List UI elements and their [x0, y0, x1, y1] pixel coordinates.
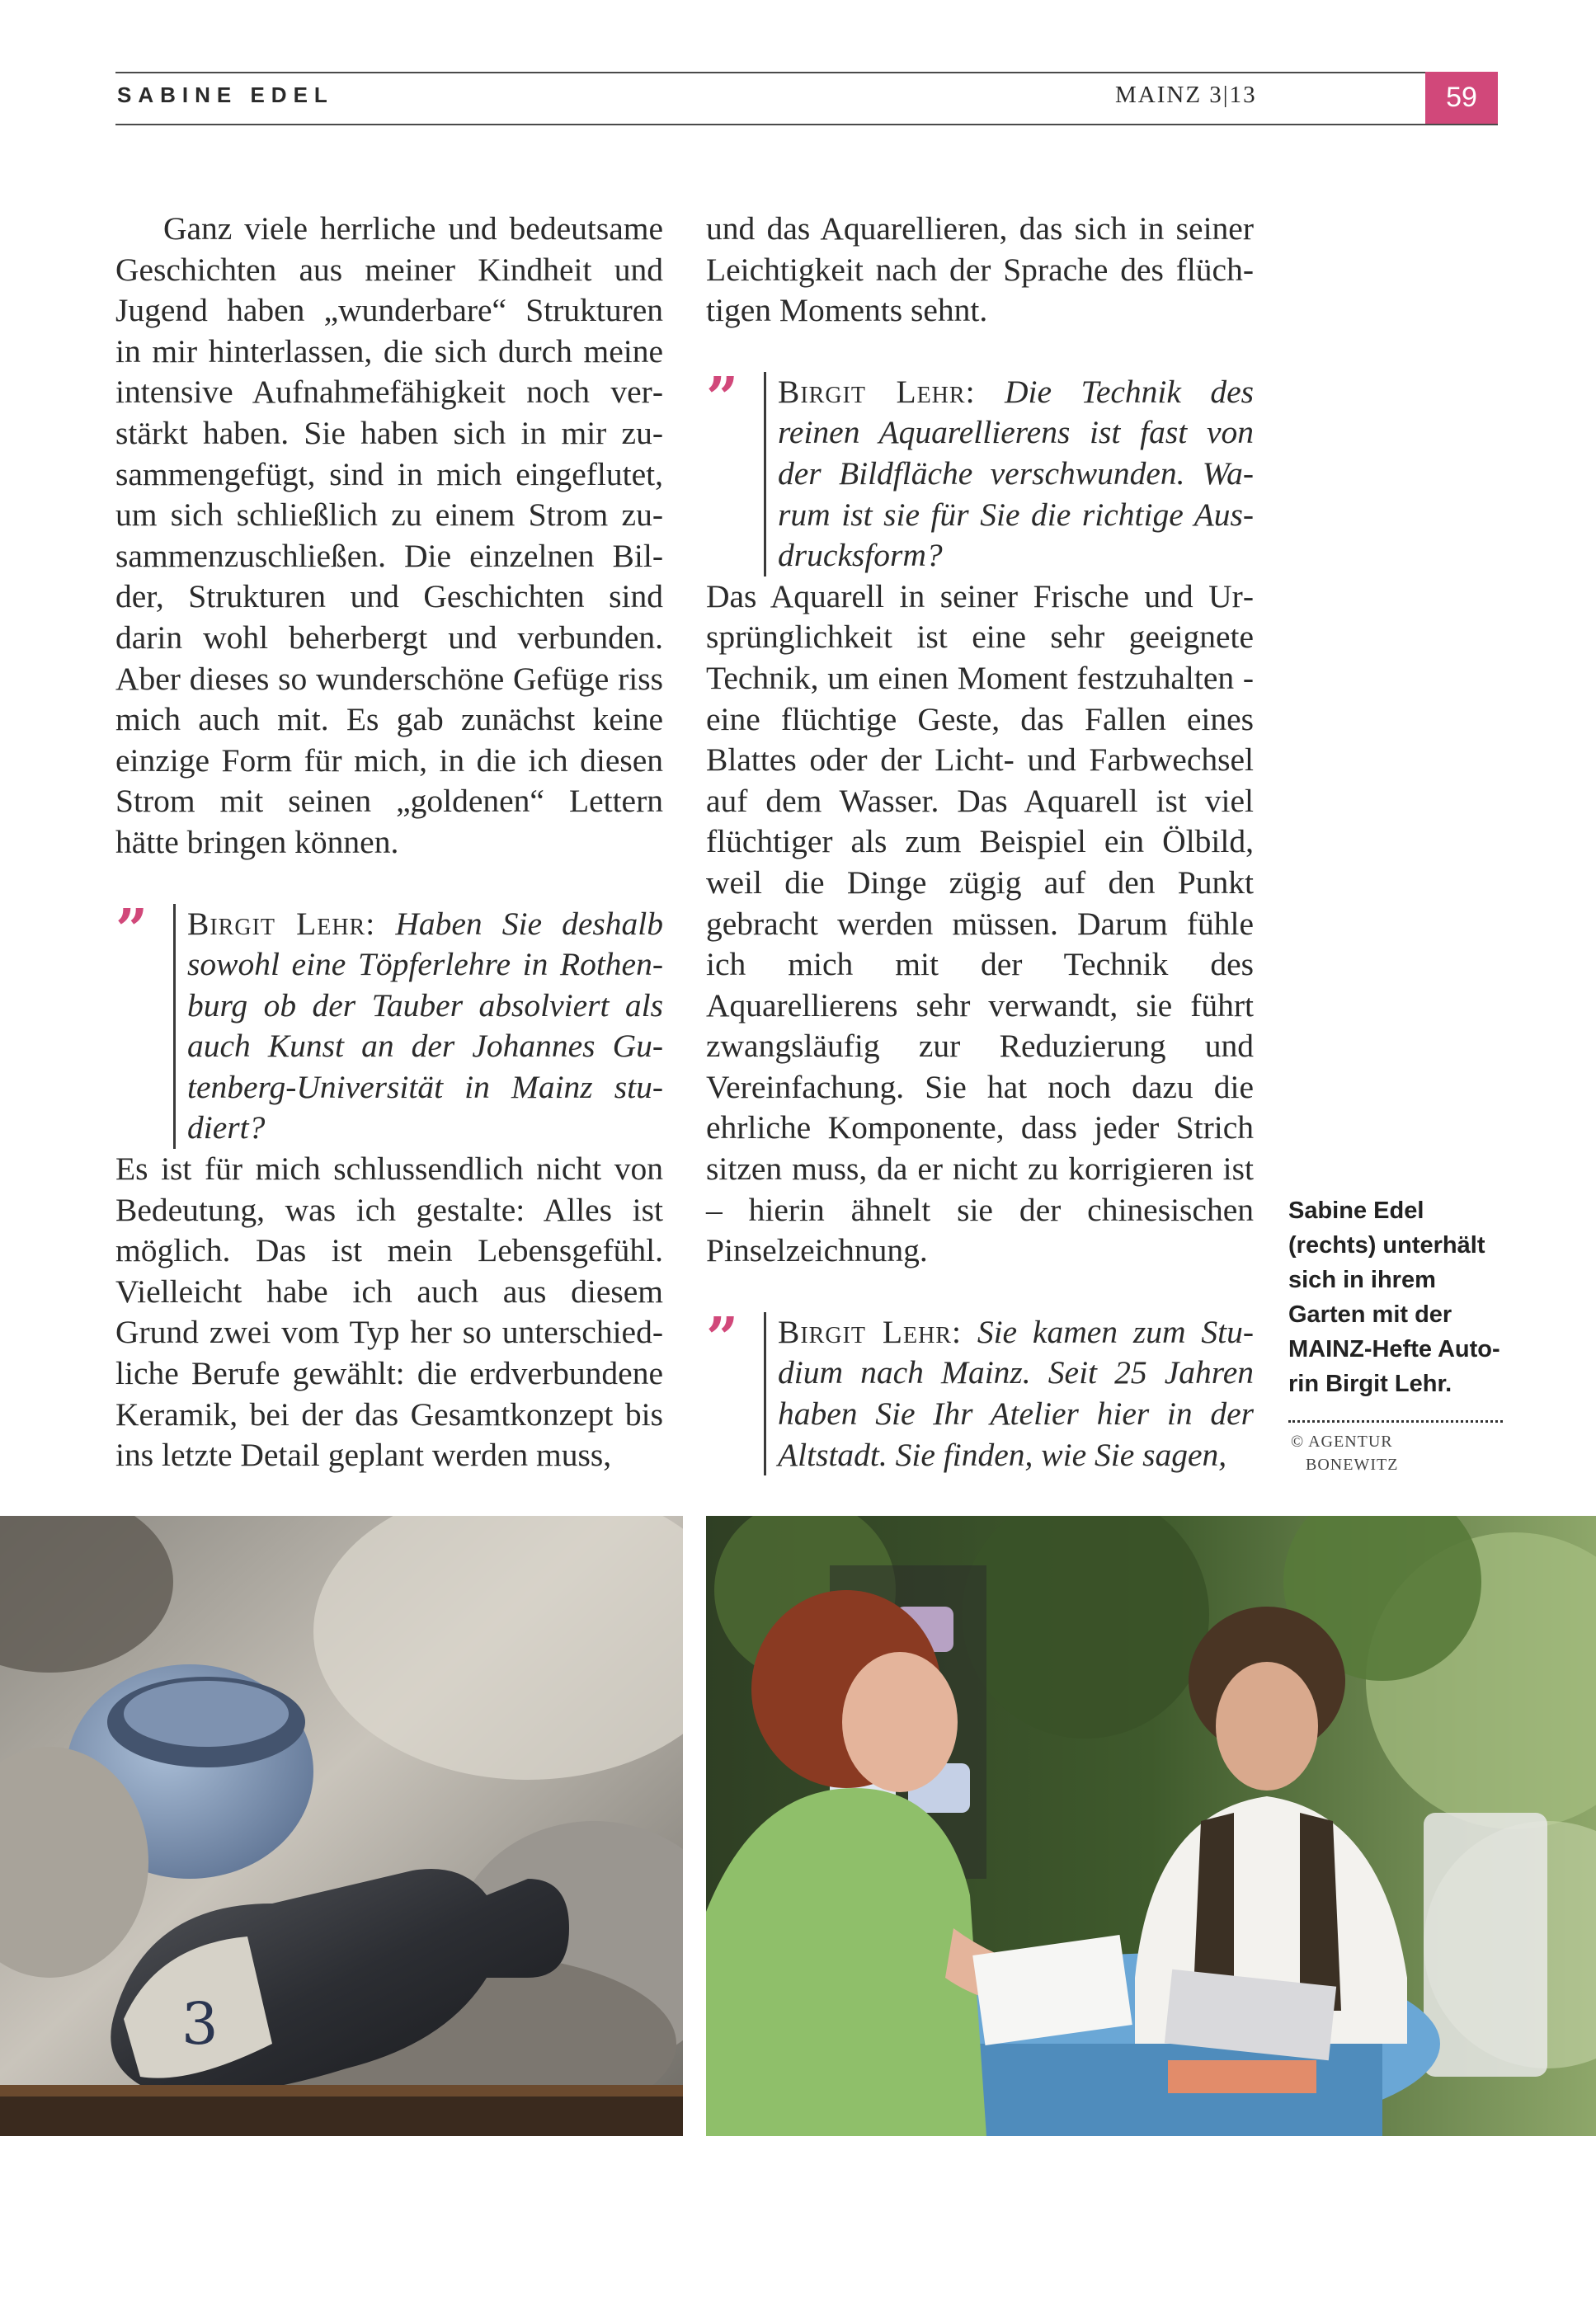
photo-credit — [1291, 1430, 1505, 1476]
interview-question — [115, 896, 663, 1150]
question-body: Sie kamen zum Studium nach Mainz. Seit 25 Jahren haben Sie Ihr Atelier hier in der Altstadt. Sie finden, wie Sie sagen, — [778, 1313, 1254, 1473]
photo-credit-line: © AGENTUR — [1291, 1433, 1393, 1451]
text-column-left — [115, 209, 663, 1476]
interviewer-name: Birgit Lehr: — [778, 373, 976, 410]
running-head-issue: MAINZ 3|13 — [1115, 82, 1257, 108]
question-text — [764, 372, 1254, 576]
photo-credit-line: BONEWITZ — [1306, 1456, 1399, 1474]
interviewer-name: Birgit Lehr: — [187, 905, 376, 942]
photo-caption: Sabine Edel (rechts) unterhält sich in ihrem Garten mit der MAINZ-Hefte Autorin Birgit Lehr. — [1288, 1198, 1500, 1397]
question-body: Haben Sie deshalb sowohl eine Töpferlehre in Rothenburg ob der Tauber absolviert als auch Kunst an der Johannes Gutenberg-Universität in Mainz studiert? — [187, 905, 663, 1146]
garden-conversation-photo — [706, 1516, 1596, 2136]
running-head-author: SABINE EDEL — [117, 82, 334, 107]
interview-question — [706, 365, 1254, 576]
interview-question — [706, 1305, 1254, 1475]
svg-text:3: 3 — [181, 1990, 219, 2058]
quote-mark-icon: ” — [706, 1305, 739, 1372]
text-column-right — [706, 209, 1254, 1475]
body-paragraph: Ganz viele herrliche und bedeutsame Geschichten aus meiner Kindheit und Jugend haben „wunderbare“ Strukturen in mir hinterlassen, die sich durch meine intensive Aufnahmefähigkeit noch verstärkt haben. Sie haben sich in mir zusammengefügt, sind in mich eingeflutet, um sich schließlich zu einem Strom zusammenzuschließen. Die einzelnen Bilder, Strukturen und Geschichten sind darin wohl beherbergt und verbunden. Aber dieses so wunderschöne Gefüge riss mich auch mit. Es gab zunächst keine einzige Form für mich, in die ich diesen Strom mit seinen „goldenen“ Lettern hätte bringen können. — [115, 210, 663, 860]
caption-divider — [1288, 1420, 1503, 1423]
question-body: Die Technik des reinen Aquarellierens ist fast von der Bildfläche verschwunden. Warum ist sie für Sie die richtige Ausdrucksform? — [778, 373, 1254, 574]
header-rule-bottom — [115, 124, 1498, 125]
ceramics-photo — [0, 1516, 683, 2136]
interviewer-name: Birgit Lehr: — [778, 1313, 962, 1350]
header-rule-top — [115, 72, 1498, 73]
body-paragraph: Das Aquarell in seiner Frische und Ursprünglichkeit ist eine sehr geeignete Technik, um einen Moment festzuhalten - eine flüchtige Geste, das Fallen eines Blattes oder der Licht- und Farbwechsel auf dem Wasser. Das Aquarell ist viel flüchtiger als zum Beispiel ein Ölbild, weil die Dinge zügig auf den Punkt gebracht werden müssen. Darum fühle ich mich mit der Technik des Aquarellierens sehr verwandt, sie führt zwangsläufig zur Reduzierung und Vereinfachung. Sie hat noch dazu die ehrliche Komponente, dass jeder Strich sitzen muss, da er nicht zu korrigieren ist – hierin ähnelt sie der chinesischen Pinselzeichnung. — [706, 577, 1254, 1269]
quote-mark-icon: ” — [706, 365, 739, 431]
quote-mark-icon: ” — [115, 896, 148, 963]
body-paragraph: und das Aquarellieren, das sich in seiner Leichtigkeit nach der Sprache des flüchtigen Moments sehnt. — [706, 210, 1254, 329]
body-paragraph: Es ist für mich schlussendlich nicht von Bedeutung, was ich gestalte: Alles ist möglich. Das ist mein Lebensgefühl. Vielleicht habe ich auch aus diesem Grund zwei vom Typ her so unterschiedliche Berufe gewählt: die erdverbundene Keramik, bei der das Gesamtkonzept bis ins letzte Detail geplant werden muss, — [115, 1151, 663, 1474]
page-number: 59 — [1425, 72, 1498, 124]
question-text — [173, 904, 663, 1150]
question-text — [764, 1312, 1254, 1475]
